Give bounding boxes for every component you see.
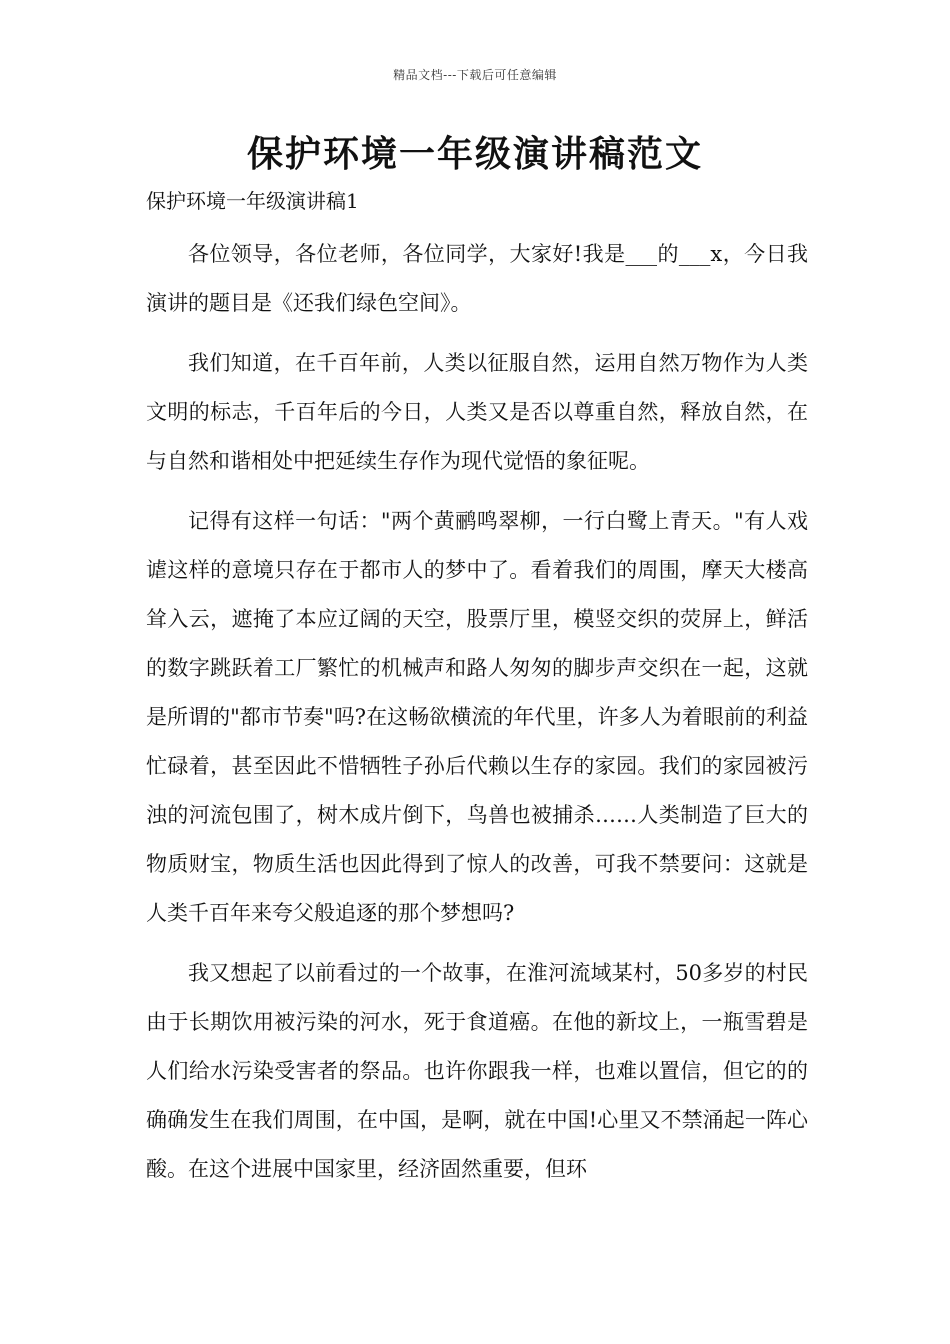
document-title: 保护环境一年级演讲稿范文 (246, 133, 703, 175)
document-body (146, 230, 808, 1205)
paragraph: 我们知道，在千百年前，人类以征服自然，运用自然万物作为人类文明的标志，千百年后的今日，人类又是否以尊重自然，释放自然，在与自然和谐相处中把延续生存作为现代觉悟的象征呢。 (146, 351, 808, 473)
header-note: 精品文档---下载后可任意编辑 (393, 68, 557, 82)
paragraph: 记得有这样一句话："两个黄鹂鸣翠柳，一行白鹭上青天。"有人戏谑这样的意境只存在于都市人的梦中了。看着我们的周围，摩天大楼高耸入云，遮掩了本应辽阔的天空，股票厅里，模竖交织的荧屏上，鲜活的数字跳跃着工厂繁忙的机械声和路人匆匆的脚步声交织在一起，这就是所谓的"都市节奏"吗?在这畅欲横流的年代里，许多人为着眼前的利益忙碌着，甚至因此不惜牺牲子孙后代赖以生存的家园。我们的家园被污浊的河流包围了，树木成片倒下，鸟兽也被捕杀……人类制造了巨大的物质财宝，物质生活也因此得到了惊人的改善，可我不禁要问：这就是人类千百年来夸父般追逐的那个梦想吗? (146, 509, 808, 925)
paragraph: 我又想起了以前看过的一个故事，在淮河流域某村，50多岁的村民由于长期饮用被污染的河水，死于食道癌。在他的新坟上，一瓶雪碧是人们给水污染受害者的祭品。也许你跟我一样，也难以置信，但它的的确确发生在我们周围，在中国，是啊，就在中国!心里又不禁涌起一阵心酸。在这个进展中国家里，经济固然重要，但环 (146, 961, 808, 1181)
paragraph: 各位领导，各位老师，各位同学，大家好!我是___的___x，今日我演讲的题目是《还我们绿色空间》。 (146, 242, 808, 315)
document-subtitle: 保护环境一年级演讲稿1 (146, 189, 359, 213)
